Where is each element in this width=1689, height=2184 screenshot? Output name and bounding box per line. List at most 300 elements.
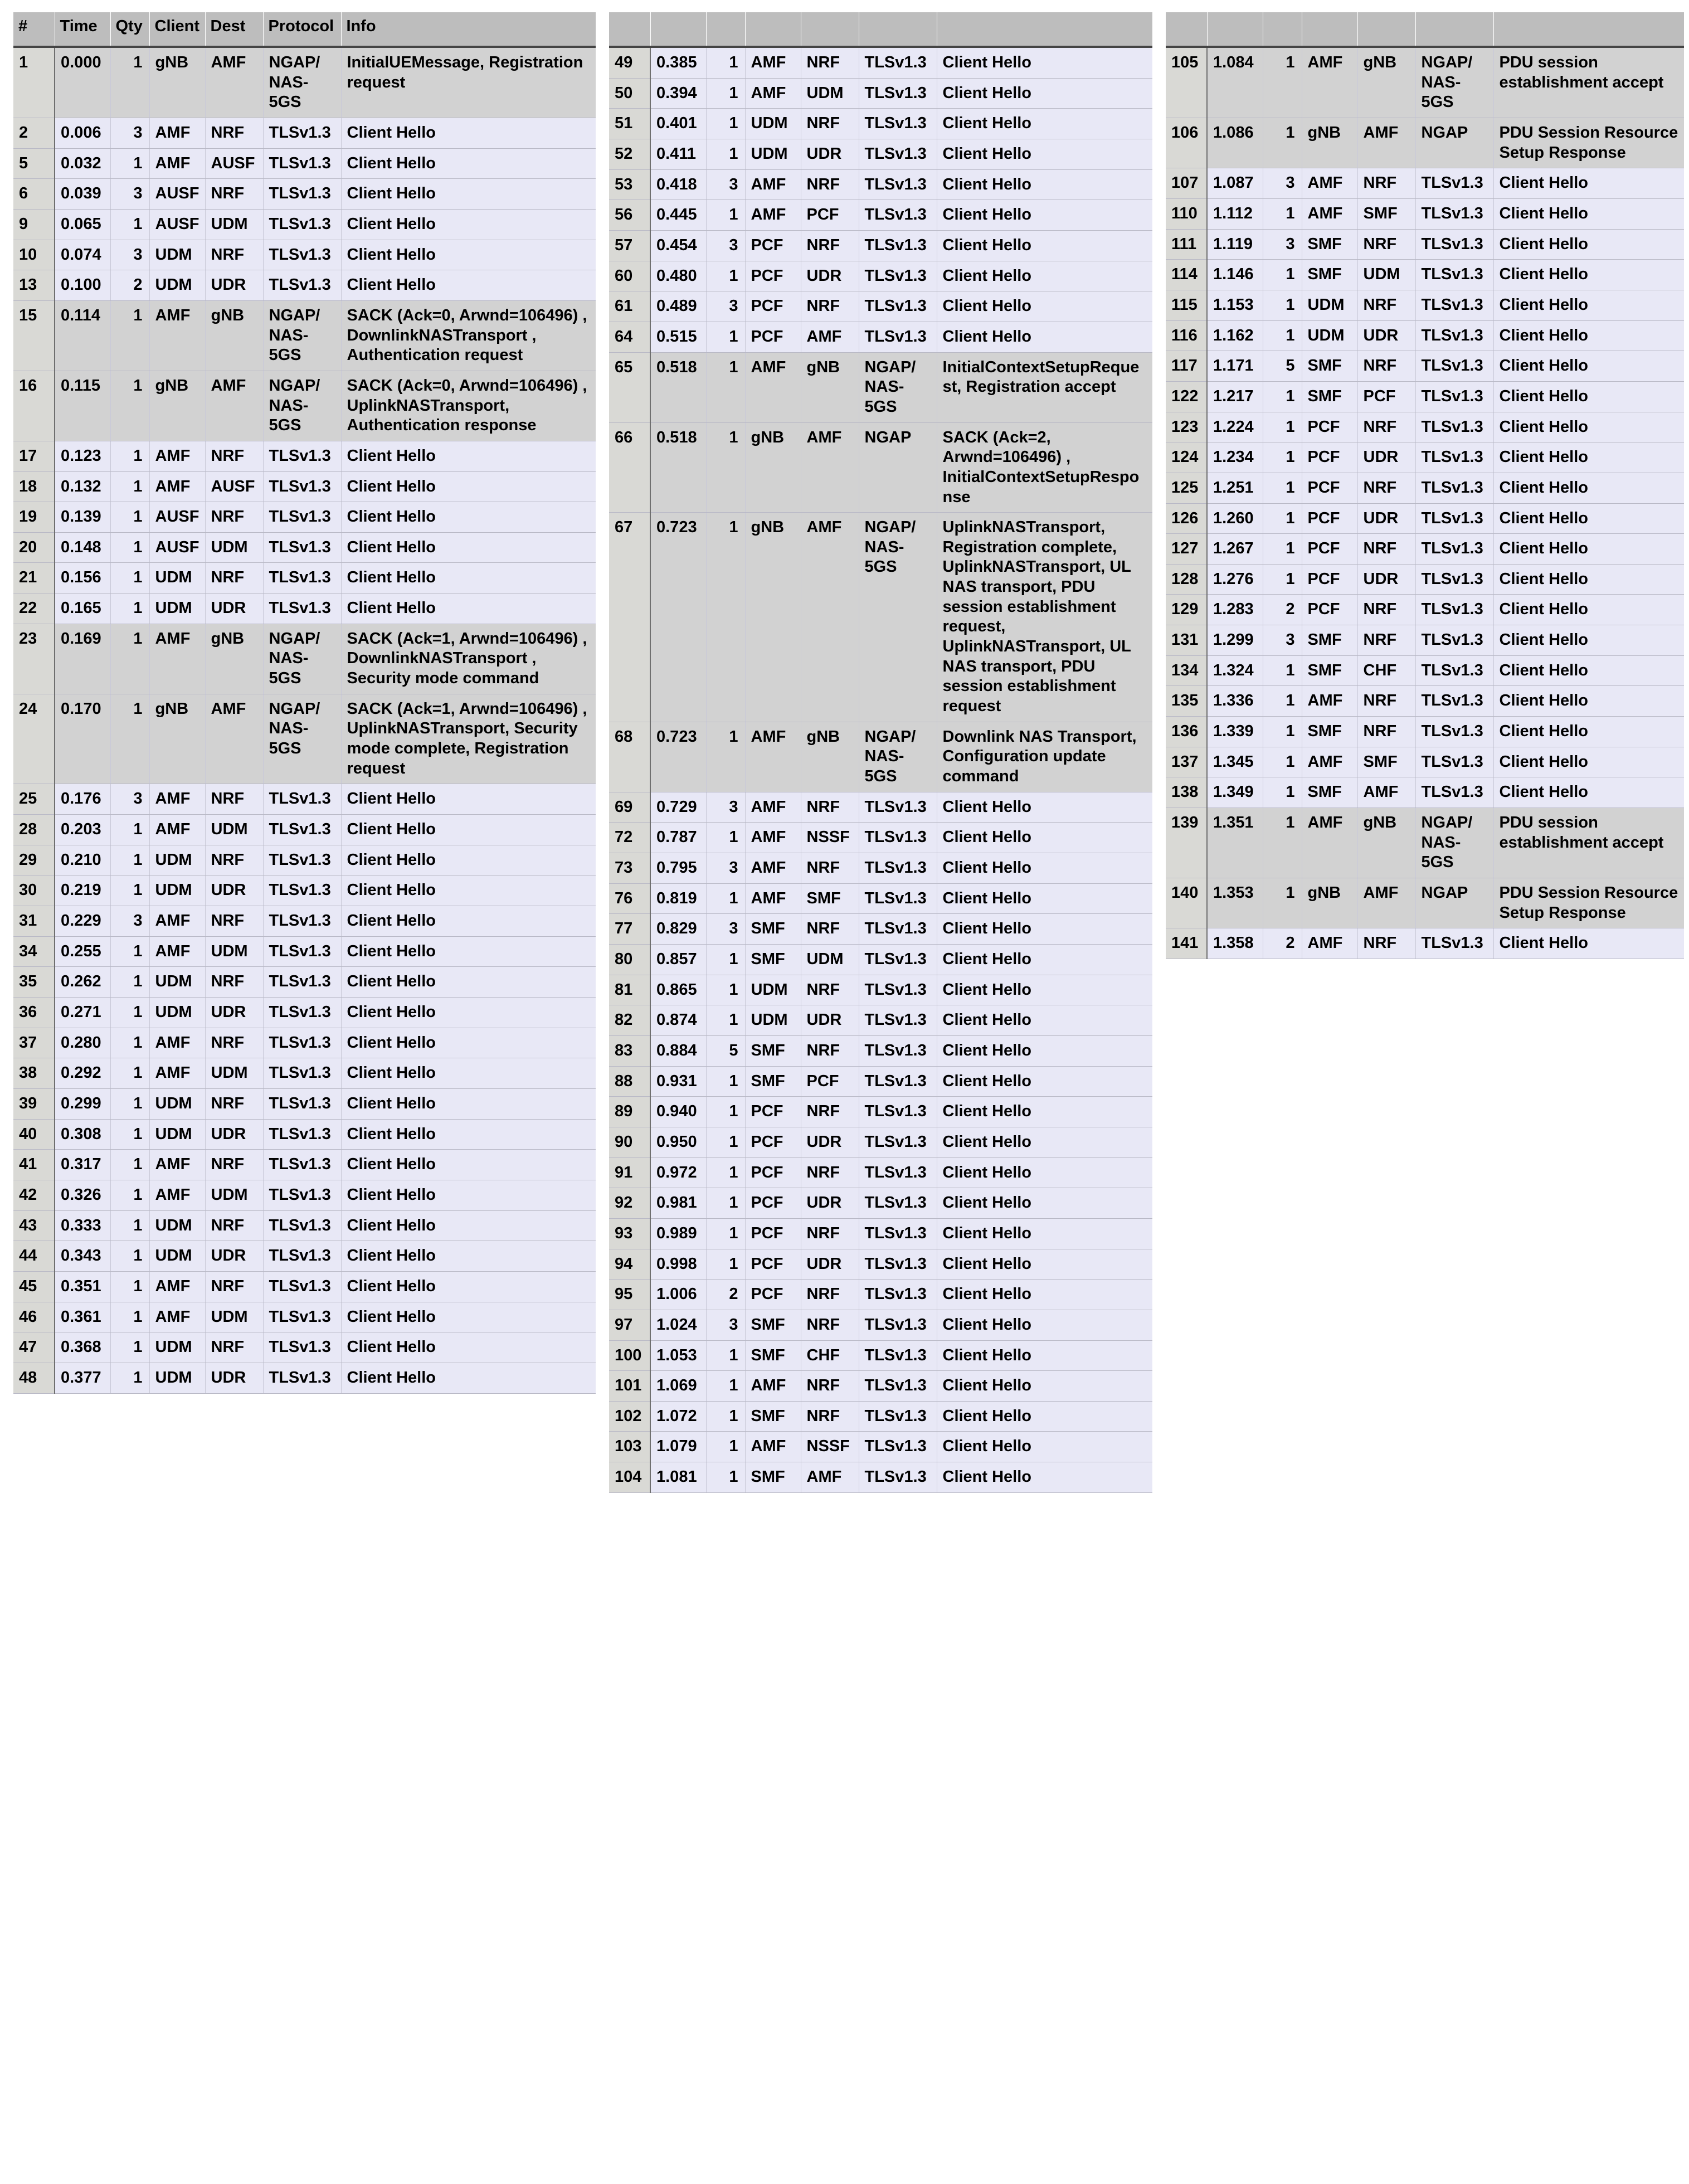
packet-time: 1.087 xyxy=(1207,168,1263,199)
packet-info: Client Hello xyxy=(1493,351,1684,382)
column-header-client[interactable]: Client xyxy=(149,12,205,47)
column-header-time[interactable] xyxy=(650,12,706,47)
table-row[interactable] xyxy=(609,975,1152,1005)
table-row[interactable] xyxy=(1166,747,1684,777)
packet-dest: gNB xyxy=(205,624,263,694)
packet-client: AMF xyxy=(1302,686,1357,717)
table-row[interactable] xyxy=(1166,168,1684,199)
table-row[interactable] xyxy=(609,1432,1152,1462)
packet-dest: SMF xyxy=(801,883,859,914)
column-header-info[interactable] xyxy=(937,12,1152,47)
packet-client: PCF xyxy=(1302,412,1357,442)
table-row[interactable] xyxy=(13,906,596,937)
packet-time: 0.723 xyxy=(650,513,706,722)
packet-time: 0.165 xyxy=(55,594,110,624)
packet-dest: NRF xyxy=(801,169,859,200)
table-row[interactable] xyxy=(13,1241,596,1272)
packet-number: 114 xyxy=(1166,260,1207,290)
packet-dest: UDM xyxy=(801,78,859,109)
packet-qty: 1 xyxy=(706,1401,745,1432)
table-row[interactable] xyxy=(13,1180,596,1210)
table-row[interactable] xyxy=(609,823,1152,853)
packet-time: 1.153 xyxy=(1207,290,1263,320)
packet-number: 88 xyxy=(609,1066,650,1097)
table-row[interactable] xyxy=(1166,473,1684,503)
table-row[interactable] xyxy=(13,936,596,967)
packet-qty: 1 xyxy=(706,823,745,853)
table-row[interactable] xyxy=(609,169,1152,200)
table-row[interactable] xyxy=(1166,118,1684,168)
packet-time: 1.217 xyxy=(1207,381,1263,412)
table-row[interactable] xyxy=(13,148,596,179)
column-header-info[interactable]: Info xyxy=(341,12,596,47)
table-row[interactable] xyxy=(609,513,1152,722)
table-row[interactable] xyxy=(609,230,1152,261)
table-row[interactable] xyxy=(1166,198,1684,229)
table-row[interactable] xyxy=(609,1249,1152,1280)
table-row[interactable] xyxy=(13,997,596,1028)
packet-time: 1.171 xyxy=(1207,351,1263,382)
packet-qty: 1 xyxy=(1263,686,1302,717)
table-row[interactable] xyxy=(609,1157,1152,1188)
packet-dest: UDM xyxy=(205,1180,263,1210)
table-row[interactable] xyxy=(13,1271,596,1302)
table-row[interactable] xyxy=(609,1401,1152,1432)
column-header-time[interactable]: Time xyxy=(55,12,110,47)
packet-protocol: TLSv1.3 xyxy=(859,1340,937,1371)
packet-qty: 1 xyxy=(110,997,149,1028)
table-row[interactable] xyxy=(609,883,1152,914)
table-row[interactable] xyxy=(609,1371,1152,1402)
packet-table-column-1[interactable] xyxy=(13,12,596,1394)
column-header-number[interactable] xyxy=(1166,12,1207,47)
packet-table-column-2[interactable] xyxy=(609,12,1152,1493)
column-header-info[interactable] xyxy=(1493,12,1684,47)
packet-time: 0.156 xyxy=(55,563,110,594)
table-row[interactable] xyxy=(609,1097,1152,1127)
table-row[interactable] xyxy=(1166,320,1684,351)
packet-qty: 1 xyxy=(110,532,149,563)
column-header-client[interactable] xyxy=(745,12,801,47)
packet-number: 17 xyxy=(13,441,55,471)
column-header-qty[interactable] xyxy=(1263,12,1302,47)
packet-client: AMF xyxy=(149,118,205,148)
table-row[interactable] xyxy=(13,694,596,784)
packet-time: 0.857 xyxy=(650,944,706,975)
table-row[interactable] xyxy=(13,1088,596,1119)
table-row[interactable] xyxy=(1166,412,1684,442)
packet-qty: 1 xyxy=(1263,260,1302,290)
packet-number: 128 xyxy=(1166,564,1207,595)
table-row[interactable] xyxy=(1166,290,1684,320)
table-row[interactable] xyxy=(609,722,1152,792)
packet-protocol: TLSv1.3 xyxy=(263,1119,341,1150)
packet-qty: 1 xyxy=(706,1157,745,1188)
table-row[interactable] xyxy=(1166,442,1684,473)
column-header-dest[interactable]: Dest xyxy=(205,12,263,47)
packet-info: Client Hello xyxy=(1493,473,1684,503)
packet-protocol: TLSv1.3 xyxy=(859,291,937,322)
packet-client: UDM xyxy=(149,1332,205,1363)
table-row[interactable] xyxy=(13,240,596,270)
packet-client: PCF xyxy=(1302,503,1357,534)
table-row[interactable] xyxy=(13,1058,596,1089)
packet-qty: 1 xyxy=(706,1249,745,1280)
packet-qty: 1 xyxy=(706,944,745,975)
packet-protocol: TLSv1.3 xyxy=(263,1332,341,1363)
table-row[interactable] xyxy=(13,270,596,301)
table-row[interactable] xyxy=(609,1462,1152,1493)
table-row[interactable] xyxy=(609,322,1152,352)
packet-protocol: TLSv1.3 xyxy=(1415,777,1493,808)
packet-client: SMF xyxy=(1302,260,1357,290)
packet-protocol: TLSv1.3 xyxy=(263,502,341,533)
packet-time: 0.065 xyxy=(55,209,110,240)
packet-info: Client Hello xyxy=(1493,686,1684,717)
table-row[interactable] xyxy=(609,853,1152,884)
column-header-time[interactable] xyxy=(1207,12,1263,47)
packet-table-column-3[interactable] xyxy=(1166,12,1684,959)
packet-protocol: TLSv1.3 xyxy=(859,1249,937,1280)
table-row[interactable] xyxy=(609,944,1152,975)
table-row[interactable] xyxy=(13,118,596,148)
column-header-client[interactable] xyxy=(1302,12,1357,47)
packet-dest: NRF xyxy=(205,1271,263,1302)
packet-qty: 1 xyxy=(110,815,149,845)
packet-number: 138 xyxy=(1166,777,1207,808)
packet-qty: 1 xyxy=(110,694,149,784)
packet-info: Client Hello xyxy=(341,441,596,471)
column-header-number[interactable] xyxy=(609,12,650,47)
packet-protocol: TLSv1.3 xyxy=(859,1097,937,1127)
packet-client: gNB xyxy=(745,422,801,513)
packet-number: 51 xyxy=(609,109,650,139)
packet-number: 40 xyxy=(13,1119,55,1150)
table-row[interactable] xyxy=(609,1188,1152,1219)
packet-number: 10 xyxy=(13,240,55,270)
table-row[interactable] xyxy=(1166,777,1684,808)
packet-number: 82 xyxy=(609,1005,650,1036)
table-row[interactable] xyxy=(1166,655,1684,686)
packet-time: 1.351 xyxy=(1207,808,1263,878)
packet-protocol: TLSv1.3 xyxy=(1415,290,1493,320)
table-row[interactable] xyxy=(609,1218,1152,1249)
packet-client: PCF xyxy=(745,261,801,291)
packet-number: 44 xyxy=(13,1241,55,1272)
packet-number: 42 xyxy=(13,1180,55,1210)
packet-qty: 1 xyxy=(706,109,745,139)
table-row[interactable] xyxy=(13,1028,596,1058)
table-row[interactable] xyxy=(1166,229,1684,260)
table-row[interactable] xyxy=(1166,534,1684,565)
packet-number: 43 xyxy=(13,1210,55,1241)
packet-info: Client Hello xyxy=(1493,564,1684,595)
packet-time: 1.336 xyxy=(1207,686,1263,717)
packet-dest: UDR xyxy=(205,594,263,624)
packet-info: Client Hello xyxy=(937,975,1152,1005)
packet-info: Client Hello xyxy=(341,1180,596,1210)
column-header-number[interactable]: # xyxy=(13,12,55,47)
packet-protocol: TLSv1.3 xyxy=(859,261,937,291)
column-header-protocol[interactable] xyxy=(1415,12,1493,47)
packet-qty: 1 xyxy=(1263,878,1302,928)
table-row[interactable] xyxy=(609,109,1152,139)
packet-info: Client Hello xyxy=(341,270,596,301)
table-row[interactable] xyxy=(1166,595,1684,625)
table-row[interactable] xyxy=(13,1332,596,1363)
packet-info: Client Hello xyxy=(341,875,596,906)
packet-info: Client Hello xyxy=(937,1340,1152,1371)
table-row[interactable] xyxy=(13,1119,596,1150)
table-row[interactable] xyxy=(1166,564,1684,595)
table-row[interactable] xyxy=(1166,381,1684,412)
packet-client: SMF xyxy=(1302,381,1357,412)
table-row[interactable] xyxy=(1166,625,1684,656)
packet-client: PCF xyxy=(1302,534,1357,565)
packet-number: 30 xyxy=(13,875,55,906)
table-row[interactable] xyxy=(13,47,596,118)
packet-number: 47 xyxy=(13,1332,55,1363)
packet-qty: 1 xyxy=(1263,747,1302,777)
table-row[interactable] xyxy=(1166,260,1684,290)
packet-qty: 1 xyxy=(706,78,745,109)
packet-protocol: TLSv1.3 xyxy=(1415,229,1493,260)
packet-client: AMF xyxy=(149,1058,205,1089)
packet-info: SACK (Ack=1, Arwnd=106496) , UplinkNASTransport, Security mode complete, Registration request xyxy=(341,694,596,784)
packet-qty: 1 xyxy=(110,875,149,906)
packet-number: 18 xyxy=(13,471,55,502)
packet-qty: 1 xyxy=(706,200,745,231)
packet-client: SMF xyxy=(745,944,801,975)
packet-client: PCF xyxy=(1302,595,1357,625)
packet-dest: NRF xyxy=(205,502,263,533)
packet-protocol: TLSv1.3 xyxy=(859,47,937,78)
packet-number: 60 xyxy=(609,261,650,291)
table-body[interactable] xyxy=(609,47,1152,1492)
packet-client: UDM xyxy=(745,1005,801,1036)
packet-client: AMF xyxy=(745,722,801,792)
packet-time: 0.515 xyxy=(650,322,706,352)
packet-time: 1.324 xyxy=(1207,655,1263,686)
packet-client: gNB xyxy=(149,371,205,441)
table-row[interactable] xyxy=(13,300,596,371)
packet-dest: UDR xyxy=(205,1119,263,1150)
packet-qty: 1 xyxy=(1263,717,1302,747)
packet-protocol: TLSv1.3 xyxy=(1415,198,1493,229)
packet-time: 1.283 xyxy=(1207,595,1263,625)
table-row[interactable] xyxy=(13,563,596,594)
packet-dest: PCF xyxy=(801,200,859,231)
table-row[interactable] xyxy=(13,1150,596,1180)
table-row[interactable] xyxy=(13,784,596,815)
table-row[interactable] xyxy=(13,502,596,533)
table-row[interactable] xyxy=(1166,503,1684,534)
table-row[interactable] xyxy=(609,422,1152,513)
packet-dest: AMF xyxy=(801,322,859,352)
column-header-dest[interactable] xyxy=(801,12,859,47)
packet-client: PCF xyxy=(745,1249,801,1280)
table-row[interactable] xyxy=(13,532,596,563)
packet-info: Client Hello xyxy=(341,118,596,148)
packet-time: 0.401 xyxy=(650,109,706,139)
packet-time: 0.169 xyxy=(55,624,110,694)
packet-protocol: TLSv1.3 xyxy=(1415,168,1493,199)
table-row[interactable] xyxy=(13,1363,596,1393)
packet-time: 0.100 xyxy=(55,270,110,301)
table-row[interactable] xyxy=(609,261,1152,291)
packet-dest: NRF xyxy=(205,1332,263,1363)
packet-info: Client Hello xyxy=(937,261,1152,291)
table-row[interactable] xyxy=(609,914,1152,945)
table-row[interactable] xyxy=(609,1066,1152,1097)
table-row[interactable] xyxy=(13,371,596,441)
packet-time: 1.267 xyxy=(1207,534,1263,565)
table-header xyxy=(1166,12,1684,47)
table-row[interactable] xyxy=(13,875,596,906)
packet-protocol: TLSv1.3 xyxy=(859,109,937,139)
packet-qty: 1 xyxy=(110,209,149,240)
table-row[interactable] xyxy=(13,179,596,210)
packet-info: Client Hello xyxy=(341,1088,596,1119)
table-body[interactable] xyxy=(1166,47,1684,959)
packet-protocol: TLSv1.3 xyxy=(859,823,937,853)
packet-qty: 1 xyxy=(1263,198,1302,229)
packet-number: 56 xyxy=(609,200,650,231)
table-row[interactable] xyxy=(1166,351,1684,382)
packet-number: 67 xyxy=(609,513,650,722)
packet-info: Client Hello xyxy=(937,1127,1152,1157)
packet-info: Client Hello xyxy=(937,883,1152,914)
packet-qty: 1 xyxy=(706,1127,745,1157)
table-row[interactable] xyxy=(1166,928,1684,959)
packet-dest: NRF xyxy=(1357,534,1415,565)
table-row[interactable] xyxy=(609,47,1152,78)
packet-protocol: TLSv1.3 xyxy=(263,967,341,998)
table-row[interactable] xyxy=(13,845,596,875)
packet-time: 1.162 xyxy=(1207,320,1263,351)
packet-number: 66 xyxy=(609,422,650,513)
packet-qty: 1 xyxy=(1263,534,1302,565)
packet-dest: NRF xyxy=(801,230,859,261)
table-row[interactable] xyxy=(1166,686,1684,717)
packet-time: 0.262 xyxy=(55,967,110,998)
packet-info: Client Hello xyxy=(1493,655,1684,686)
table-row[interactable] xyxy=(609,1340,1152,1371)
packet-time: 1.024 xyxy=(650,1310,706,1340)
packet-protocol: TLSv1.3 xyxy=(263,1028,341,1058)
packet-time: 1.081 xyxy=(650,1462,706,1493)
table-row[interactable] xyxy=(13,209,596,240)
packet-dest: UDM xyxy=(205,532,263,563)
table-row[interactable] xyxy=(13,471,596,502)
table-row[interactable] xyxy=(13,624,596,694)
packet-protocol: TLSv1.3 xyxy=(263,148,341,179)
table-row[interactable] xyxy=(609,1127,1152,1157)
table-row[interactable] xyxy=(1166,808,1684,878)
table-row[interactable] xyxy=(13,815,596,845)
packet-number: 127 xyxy=(1166,534,1207,565)
packet-number: 52 xyxy=(609,139,650,169)
table-row[interactable] xyxy=(13,1210,596,1241)
packet-time: 0.480 xyxy=(650,261,706,291)
packet-info: Client Hello xyxy=(1493,503,1684,534)
table-row[interactable] xyxy=(609,792,1152,823)
column-header-dest[interactable] xyxy=(1357,12,1415,47)
packet-time: 1.358 xyxy=(1207,928,1263,959)
column-header-qty[interactable] xyxy=(706,12,745,47)
packet-protocol: TLSv1.3 xyxy=(263,1150,341,1180)
table-row[interactable] xyxy=(609,200,1152,231)
packet-dest: UDM xyxy=(205,936,263,967)
packet-number: 35 xyxy=(13,967,55,998)
table-row[interactable] xyxy=(609,1035,1152,1066)
packet-protocol: TLSv1.3 xyxy=(859,1432,937,1462)
packet-protocol: TLSv1.3 xyxy=(859,169,937,200)
table-row[interactable] xyxy=(609,1280,1152,1310)
packet-info: Client Hello xyxy=(937,1280,1152,1310)
column-header-qty[interactable]: Qty xyxy=(110,12,149,47)
packet-protocol: TLSv1.3 xyxy=(859,853,937,884)
packet-number: 115 xyxy=(1166,290,1207,320)
packet-protocol: TLSv1.3 xyxy=(859,914,937,945)
table-row[interactable] xyxy=(609,1310,1152,1340)
packet-dest: NRF xyxy=(205,784,263,815)
column-header-protocol[interactable] xyxy=(859,12,937,47)
packet-qty: 1 xyxy=(110,47,149,118)
table-row[interactable] xyxy=(609,1005,1152,1036)
packet-number: 93 xyxy=(609,1218,650,1249)
packet-protocol: TLSv1.3 xyxy=(263,1302,341,1332)
packet-qty: 1 xyxy=(110,936,149,967)
packet-number: 80 xyxy=(609,944,650,975)
packet-protocol: TLSv1.3 xyxy=(859,1280,937,1310)
packet-dest: AMF xyxy=(205,371,263,441)
table-row[interactable] xyxy=(13,1302,596,1332)
packet-qty: 1 xyxy=(1263,442,1302,473)
table-body[interactable] xyxy=(13,47,596,1393)
packet-client: AMF xyxy=(1302,747,1357,777)
packet-info: Client Hello xyxy=(937,1249,1152,1280)
packet-number: 106 xyxy=(1166,118,1207,168)
packet-dest: UDM xyxy=(801,944,859,975)
packet-protocol: TLSv1.3 xyxy=(263,179,341,210)
table-row[interactable] xyxy=(1166,717,1684,747)
packet-dest: gNB xyxy=(205,300,263,371)
packet-client: AUSF xyxy=(149,179,205,210)
packet-qty: 1 xyxy=(1263,503,1302,534)
packet-dest: UDR xyxy=(205,1241,263,1272)
packet-client: UDM xyxy=(745,139,801,169)
table-row[interactable] xyxy=(609,291,1152,322)
table-row[interactable] xyxy=(609,78,1152,109)
table-row[interactable] xyxy=(1166,878,1684,928)
table-row[interactable] xyxy=(13,967,596,998)
packet-dest: AMF xyxy=(205,47,263,118)
table-row[interactable] xyxy=(609,139,1152,169)
packet-time: 1.086 xyxy=(1207,118,1263,168)
packet-dest: UDR xyxy=(801,1249,859,1280)
column-header-protocol[interactable]: Protocol xyxy=(263,12,341,47)
table-row[interactable] xyxy=(13,594,596,624)
packet-time: 0.229 xyxy=(55,906,110,937)
packet-dest: NRF xyxy=(801,1218,859,1249)
packet-dest: NRF xyxy=(1357,928,1415,959)
table-row[interactable] xyxy=(609,352,1152,422)
packet-protocol: TLSv1.3 xyxy=(1415,442,1493,473)
table-row[interactable] xyxy=(1166,47,1684,118)
table-row[interactable] xyxy=(13,441,596,471)
packet-dest: gNB xyxy=(1357,808,1415,878)
